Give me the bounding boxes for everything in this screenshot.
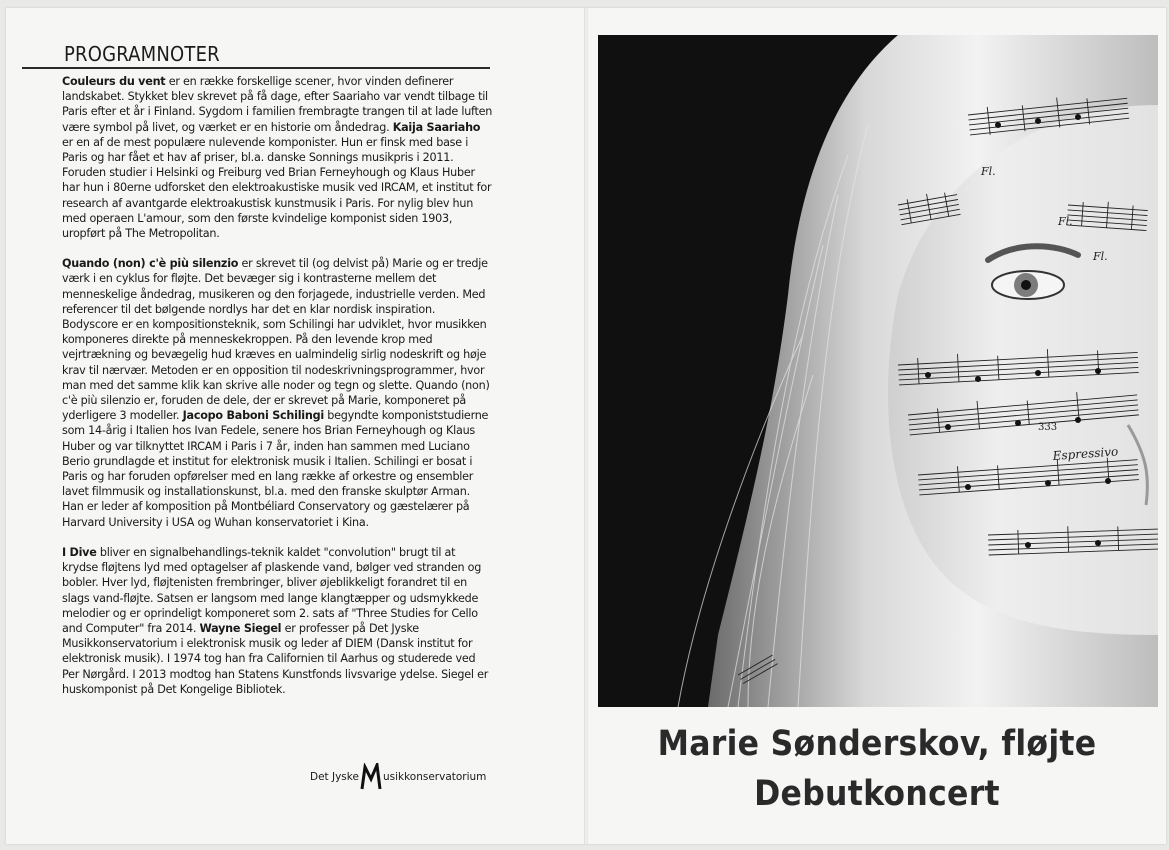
- text-run: bliver en signalbehandlings-teknik kaldet "convolution" brugt til at krydse fløjtens lyd med optagelser af plaskende vand, bølger ved stranden og bobler. Hver lyd, fløjtenisten frembringer, bliver øjeblikkeligt forandret til en slags vand-fløjte. Satsen er langsom med lange klangtæpper og udsmykkede melodier og er oprindeligt komponeret som 2. sats af "Three Studies for Cello and Computer" fra 2014.: [62, 545, 482, 635]
- heading-rule: [22, 67, 490, 69]
- logo-text-right: usikkonservatorium: [382, 771, 487, 783]
- photo-annotation-5: 333: [1038, 422, 1058, 433]
- performer-photo: [598, 35, 1158, 707]
- photo-annotation-3: Fl.: [1093, 250, 1108, 263]
- bold-title-run: I Dive: [62, 545, 97, 559]
- text-run: er en af de mest populære nulevende komponister. Hun er finsk med base i Paris og har fået et hav af priser, bl.a. danske Sonnings musikpris i 2011. Foruden studier i Helsinki og Freiburg ved Brian Ferneyhough og Klaus Huber har hun i 80erne udforsket den elektroakustiske musik ved IRCAM, et institut for research af avantgarde elektroakustisk kunstmusik i Paris. For nylig blev hun med operaen L'amour, som den første kvindelige komponist siden 1903, uropført på The Metropolitan.: [62, 135, 492, 241]
- photo-annotation-4: Espressivo: [1052, 444, 1119, 463]
- bold-title-run: Kaija Saariaho: [392, 120, 481, 134]
- paragraph-gap: [62, 530, 494, 545]
- page-fold: [584, 8, 588, 844]
- bold-title-run: Couleurs du vent: [62, 75, 166, 88]
- program-note-paragraph: [62, 545, 494, 697]
- logo-text-left: Det Jyske: [310, 771, 359, 783]
- text-run: begyndte komponiststudierne som 14-årig i Italien hos Ivan Fedele, senere hos Brian Ferneyhough og Klaus Huber og var tilknyttet IRCAM i Paris i 7 år, inden han sammen med Luciano Berio grundlagde et institut for elektronisk musik i Italien. Schilingi er bosat i Paris og har foruden opførelser med en lang række af orkestre og ensembler lavet filmmusik og installationskunst, bl.a. med den franske skulptør Arman. Han er leder af komposition på Montbéliard Conservatory og gæstelærer på Harvard University i USA og Wuhan konservatoriet i Kina.: [62, 409, 489, 529]
- left-page: [22, 20, 567, 830]
- program-note-paragraph: [62, 74, 494, 241]
- conservatory-logo: [310, 762, 486, 792]
- page-heading: PROGRAMNOTER: [64, 42, 220, 66]
- text-run: er en række forskellige scener, hvor vinden definerer landskabet. Stykket blev skrevet på få dage, efter Saariaho var vendt tilbage til Paris efter et år i Finland. Sygdom i familien frembragte trangen til at lade luften være symbol på livet, og værket er en historie om åndedrag.: [62, 75, 493, 134]
- text-run: er professer på Det Jyske Musikkonservatorium i elektronisk musik og leder af DIEM (Dansk institut for elektronisk musik). I 1974 tog han fra Californien til Aarhus og studerede ved Per Nørgård. I 2013 modtog han Statens Kunstfonds livsvarige ydelse. Siegel er huskomponist på Det Kongelige Bibliotek.: [62, 621, 489, 696]
- bold-title-run: Wayne Siegel: [199, 621, 282, 635]
- text-run: er skrevet til (og delvist på) Marie og er tredje værk i en cyklus for fløjte. Det bevæger sig i kontrasterne mellem det menneskelige åndedrag, musikeren og den forjagede, industrielle verden. Med referencer til det bølgende nordlys har det en klar nordisk inspiration. Bodyscore er en kompositionsteknik, som Schilingi har udviklet, hvor musikken komponeres direkte på menneskekroppen. På den levende krop med vejrtrækning og bevægelig hud kræves en ualmindelig sirlig nodeskrift og høje krav til nærvær. Metoden er en opposition til nodeskrivningsprogrammer, hvor man med det samme klik kan skrive alle noder og tegn og slette. Quando (non) c'è più silenzio er, foruden de dele, der er skrevet på Marie, komponeret på yderligere 3 modeller.: [62, 257, 490, 423]
- conservatory-m-logo-icon: [360, 763, 382, 791]
- paragraph-gap: [62, 241, 494, 256]
- bold-title-run: Jacopo Baboni Schilingi: [182, 409, 324, 423]
- photo-annotation-1: Fl.: [981, 165, 996, 178]
- concert-title: Marie Sønderskov, fløjte: [657, 724, 1097, 764]
- portrait-illustration: [598, 35, 1158, 707]
- photo-annotation-2: Fl.: [1058, 215, 1073, 228]
- program-notes-body: [62, 74, 494, 697]
- concert-subtitle: Debutkoncert: [754, 774, 1000, 814]
- program-note-paragraph: [62, 256, 494, 530]
- bold-title-run: Quando (non) c'è più silenzio: [62, 257, 239, 271]
